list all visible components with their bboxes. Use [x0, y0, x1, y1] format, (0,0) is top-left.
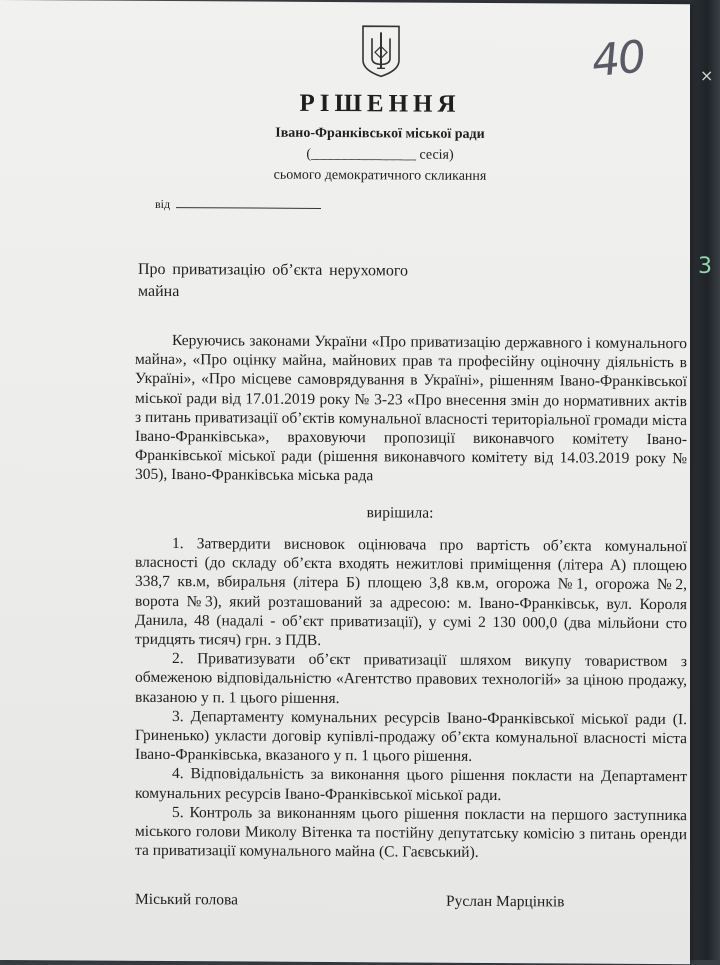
background-glyph-x: ×: [700, 66, 714, 85]
decision-point-3: 3. Департаменту комунальних ресурсів Івано-Франківської міської ради (І. Гриненько) укласти договір купівлі-продажу об’єкта комунальної власності міста Івано-Франківська, вказаного у п. 1 цього рішення.: [135, 707, 687, 766]
decision-points: [135, 534, 687, 864]
decision-point-4: 4. Відповідальність за виконання цього рішення покласти на Департамент комунальних ресурсів Івано-Франківської міської ради.: [135, 765, 687, 804]
decided-heading: вирішила:: [366, 504, 434, 522]
date-blank: [176, 197, 321, 209]
signature-name: Руслан Марцінків: [446, 892, 565, 911]
council-name: Івано-Франківської міської ради: [275, 125, 485, 142]
background-glyph-3: 3: [698, 254, 712, 279]
document-title: РІШЕННЯ: [299, 89, 461, 118]
decision-point-2: 2. Приватизувати об’єкт приватизації шляхом викупу товариством з обмеженою відповідальністю «Агентство правових технологій» за ціною продажу, вказаною у п. 1 цього рішення.: [135, 650, 687, 707]
date-label: від: [155, 196, 171, 212]
decision-subject: Про приватизацію об’єкта нерухомого майна: [138, 260, 408, 301]
handwritten-page-number: 40: [589, 31, 647, 88]
preamble: [135, 331, 687, 488]
session-line: (_______________ сесія): [306, 146, 454, 163]
date-line: [155, 197, 321, 213]
coat-of-arms-icon: [361, 24, 401, 78]
preamble-text: Керуючись законами України «Про приватизацію державного і комунального майна», «Про оцінку майна, майнових прав та професійну оціночну діяльність в Україні», «Про місцеве самоврядування в Україні», рішенням Івано-Франківської міської ради від 17.01.2019 року № 3-23 «Про внесення змін до нормативних актів з питань приватизації об’єктів комунальної власності територіальної громади міста Івано-Франківська», враховуючи пропозиції виконавчого комітету Івано-Франківської міської ради (рішення виконавчого комітету від 14.03.2019 року № 305), Івано-Франківська міська рада: [135, 332, 687, 485]
decision-point-5: 5. Контроль за виконанням цього рішення покласти на першого заступника міського голови Миколу Вітенка та постійну депутатську комісію з питань оренди та приватизації комунального майна (С. Гаєвський).: [135, 803, 687, 862]
convocation-line: сьомого демократичного скликання: [273, 167, 487, 184]
decision-point-1: 1. Затвердити висновок оцінювача про вартість об’єкта комунальної власності (до складу об’єкта входять нежитлові приміщення (літера А) площею 338,7 кв.м, вбиральня (літера Б) площею 3,8 кв.м, огорожа №1, огорожа №2, ворота №3), який розташований за адресою: м. Івано-Франківськ, вул. Короля Данила, 48 (надалі - об’єкт приватизації), у сумі 2 130 000,0 (два мільйони сто тридцять тисяч) грн. з ПДВ.: [135, 535, 687, 649]
signature-position: Міський голова: [135, 890, 239, 909]
